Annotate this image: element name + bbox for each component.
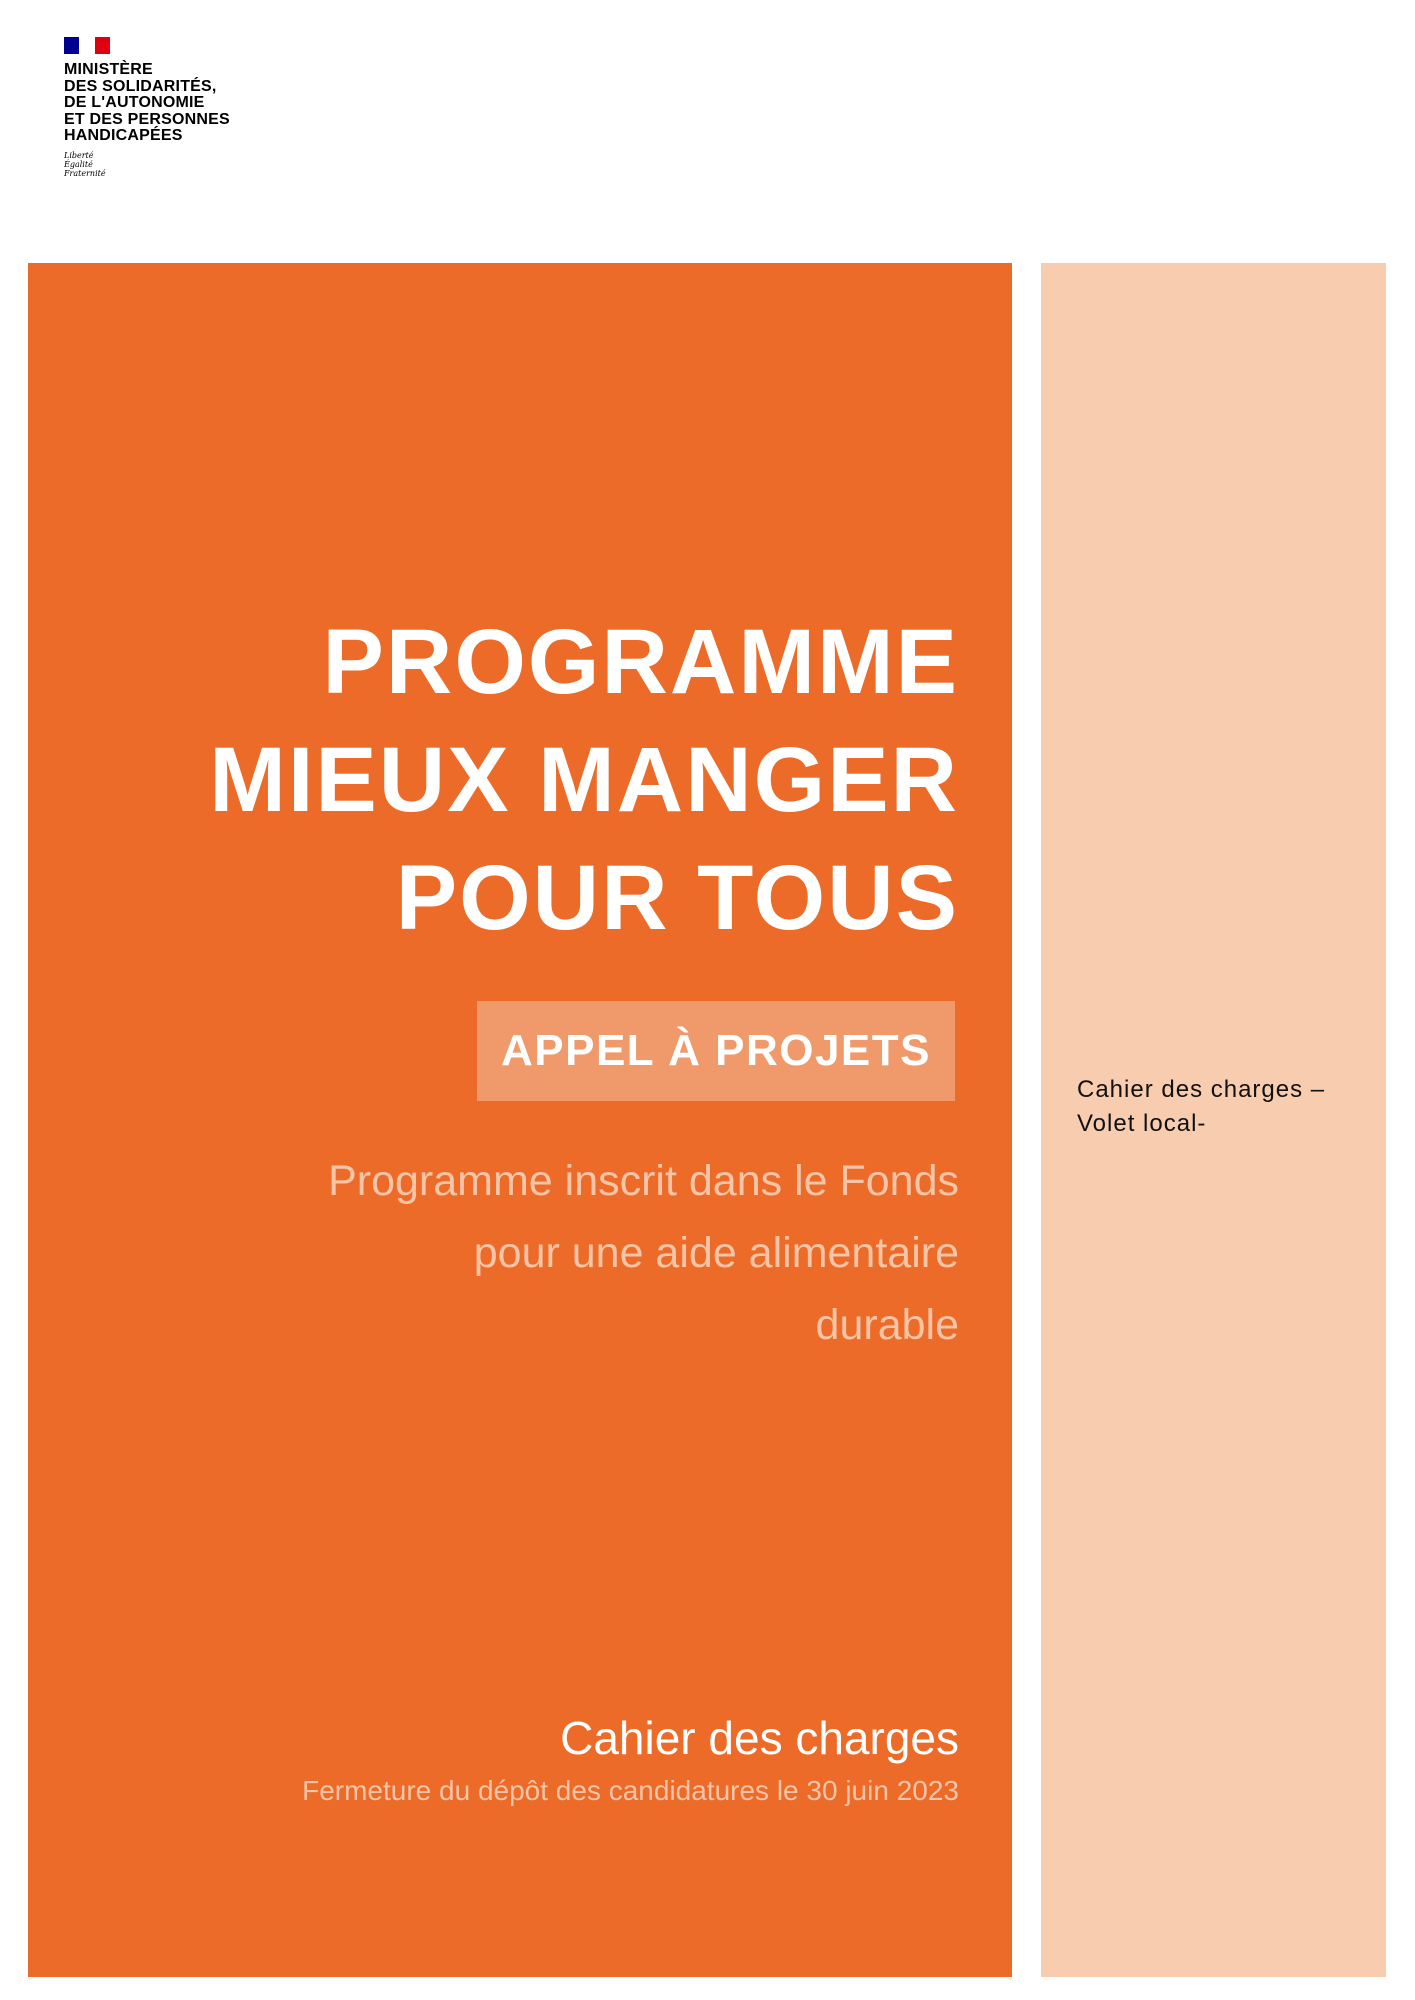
- motto-line: Fraternité: [64, 168, 106, 178]
- motto-line: Liberté: [64, 150, 94, 160]
- side-panel-line: Cahier des charges –: [1077, 1076, 1326, 1103]
- submission-deadline: Fermeture du dépôt des candidatures le 30 juin 2023: [302, 1775, 959, 1806]
- program-title-line: MIEUX MANGER: [209, 729, 959, 831]
- program-subtitle-line: pour une aide alimentaire: [473, 1229, 959, 1277]
- motto-line: Égalité: [64, 159, 93, 169]
- republic-motto: [64, 151, 264, 178]
- flag-blue-stripe: [64, 37, 79, 54]
- side-panel-label: [1077, 1073, 1325, 1141]
- cover-main-panel: [28, 263, 1012, 1977]
- program-subtitle: [328, 1145, 959, 1361]
- program-subtitle-line: durable: [815, 1301, 959, 1349]
- ministry-name-line: DES SOLIDARITÉS,: [64, 77, 217, 95]
- ministry-name-line: MINISTÈRE: [64, 61, 153, 78]
- program-title-line: PROGRAMME: [322, 611, 959, 713]
- ministry-name-line: ET DES PERSONNES: [64, 110, 230, 128]
- french-republic-flag-icon: [64, 37, 110, 54]
- cover-side-panel: [1041, 263, 1386, 1977]
- call-for-projects-badge: APPEL À PROJETS: [477, 1001, 955, 1101]
- program-title: [209, 603, 959, 957]
- ministry-name-line: DE L'AUTONOMIE: [64, 94, 205, 111]
- side-panel-line: Volet local-: [1077, 1110, 1207, 1137]
- program-title-line: POUR TOUS: [395, 847, 959, 949]
- flag-red-stripe: [95, 37, 110, 54]
- document-type: Cahier des charges: [560, 1712, 959, 1764]
- program-subtitle-line: Programme inscrit dans le Fonds: [328, 1157, 959, 1205]
- ministry-name: [64, 62, 264, 145]
- ministry-name-line: HANDICAPÉES: [64, 127, 183, 144]
- flag-white-stripe: [79, 37, 94, 54]
- ministry-logo: [64, 37, 264, 178]
